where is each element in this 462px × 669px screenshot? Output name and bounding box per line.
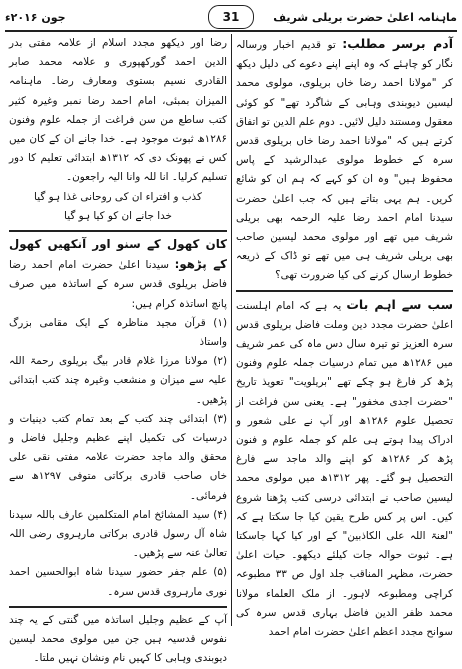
sub-heading: کان کھول کے سنو اور آنکھیں کھول کے پڑھو: [9, 237, 227, 272]
verse-line-1: کذب و افتراء ان کی روحانی غذا ہو گیا [34, 190, 202, 203]
teacher-list-item: (۵) علم جفر حضور سیدنا شاہ ابوالحسین احمد نوری مارہروی قدس سرہ۔ [9, 566, 227, 598]
section-divider [9, 230, 227, 232]
closing-paragraph: آپ کے عظیم وجلیل اساتذہ میں گنتی کے یہ چند نفوس قدسیہ ہیں جن میں مولوی محمد لیسین دیوبندی وہابی کا کہیں نام ونشان نہیں ملتا۔ [9, 613, 227, 665]
teacher-list-item: (۲) مولانا مرزا غلام قادر بیگ بریلوی رحمۃ اللہ علیہ سے میزان و منشعب وغیرہ چند کتب ابتدائی پڑھیں۔ [9, 355, 227, 406]
left-column [5, 34, 231, 665]
section-heading: آدم برسر مطلب: [342, 36, 453, 51]
verse-line-2: خدا جانے ان کو کیا ہو گیا [64, 209, 172, 222]
issue-date: جون ۲۰۱۶ء [5, 10, 66, 24]
page-header [5, 4, 457, 32]
teacher-list-item: (۳) ابتدائی چند کتب کے بعد تمام کتب دینیات و درسیات کی تکمیل اپنے عظیم وجلیل فاضل و محقق والد ماجد حضرت علامہ مفتی نقی علی خاں صاحب قادری برکاتی متوفی ۱۲۹۷ھ سے فرمائی۔ [9, 412, 227, 502]
page-number-badge [208, 5, 254, 29]
section-divider [236, 290, 453, 292]
section-divider [9, 606, 227, 608]
left-paragraph-1: رضا اور دیکھو مجدد اسلام از علامہ مفتی بدر الدین احمد گورکھپوری و علامہ محمد صابر القادری نسیم بستوی ومعارف رضا۔ ماہنامہ المیزان بمبئی، امام احمد رضا نمبر وغیرہ کثیر کتب ساطع من سن فراغت از جملہ علوم وفنون ۱۲۸۶ھ ثبوت موجود ہے۔ خدا جانے ان کے کان میں کس نے پھونک دی کہ ۱۳۱۲ھ ابتدائی تعلیم کا دور تسلیم کرلیا۔ انا للہ وانا الیہ راجعون۔ [9, 37, 227, 184]
teacher-list-item: (۴) سید المشائخ امام المتکلمین عارف باللہ سیدنا شاہ آل رسول قادری برکاتی مارہروی رضی اللہ تعالیٰ عنہ سے پڑھیں۔ [9, 508, 227, 560]
article-columns [5, 34, 457, 665]
left-paragraph-2 [9, 235, 227, 314]
right-paragraph-2 [236, 295, 453, 643]
right-paragraph-2-text: یہ ہے کہ امام اہلسنت اعلیٰ حضرت مجدد دین وملت فاضل بریلوی قدس سرہ العزیز تو تیرہ سال دس ماہ کی عمر شریف میں ۱۲۸۶ھ میں تمام درسیات جملہ علوم وفنون پڑھ کر فارغ ہو چکے تھے "بریلویت" تعویذ تاریخ "حضرت اجدی مخفور" ہے۔ یعنی سن فراغت از تحصیل علوم ۱۲۸۶ھ اور آپ نے علی شعور و ادراک پیدا ہوتے ہی علم کو جملہ علوم و فنون پڑھ کر ۱۲۸۶ھ کو اپنے والد ماجد سے فارغ التحصیل ہو گئے۔ پھر ۱۳۱۲ھ میں مولوی محمد لیسین صاحب نے ابتدائی درسی کتب پڑھنا شروع کیں۔ اس پر کس طرح یقین کیا جا سکتا ہے کہ "لعنۃ اللہ علی الکاذبین" کے اور کیا کہا جاسکتا ہے۔ ثبوت حوالہ جات کیلئے دیکھو۔ حیات اعلیٰ حضرت، مظہر المناقب جلد اول ص ۳۳ مطبوعہ کراچی ومطبوعہ لاہور۔ از ملک العلماء مولانا محمد ظفر الدین فاضل بہاری قدس سرہ کی سوانح مجدد اعظم اعلیٰ حضرت امام احمد [236, 299, 453, 639]
important-point-lead: سب سے اہم بات [346, 296, 453, 312]
magazine-title: ماہنامہ اعلیٰ حضرت بریلی شریف [273, 10, 457, 24]
right-paragraph-1-text: تو قدیم اخبار ورسالہ نگار کو چاہئے کہ وہ اپنے اپنے دعوے کی دلیل دیکھ کر "مولانا احمد رضا خاں بریلوی، مولوی محمد لیسین دیوبندی وہابی کے شاگرد تھے" کو کوئی معقول ومستند دلیل لائیں۔ دوم علم الدین تو اتفاق کرتے ہیں کہ "مولانا احمد رضا خاں بریلوی قدس سرہ کے خطوط مولوی عبدالرشید کے پاس محفوظ ہیں" وہ ان کو کہے کہ ہم ان کو شائع کریں۔ ہم یہی بتاتے ہیں کہ جب اعلیٰ حضرت سیدنا امام احمد رضا علیہ الرحمہ بھی بریلی شریف میں تھے اور مولوی محمد لیسین صاحب بھی بریلی شریف ہی میں تھے تو ڈاک کے ذریعہ خطوط ارسال کرنے کی کیا ضرورت تھی؟ [236, 39, 453, 282]
page-number: 31 [222, 10, 240, 24]
right-paragraph-1 [236, 34, 453, 286]
right-column [231, 34, 457, 639]
left-paragraph-2-text: سیدنا اعلیٰ حضرت امام احمد رضا فاضل بریلوی قدس سرہ کے اساتذہ میں صرف پانچ اساتذہ کرام ہیں: [9, 259, 227, 310]
teacher-list-item: (۱) قرآن مجید مناظرہ کے ایک مقامی بزرگ واستاذ [9, 316, 227, 349]
